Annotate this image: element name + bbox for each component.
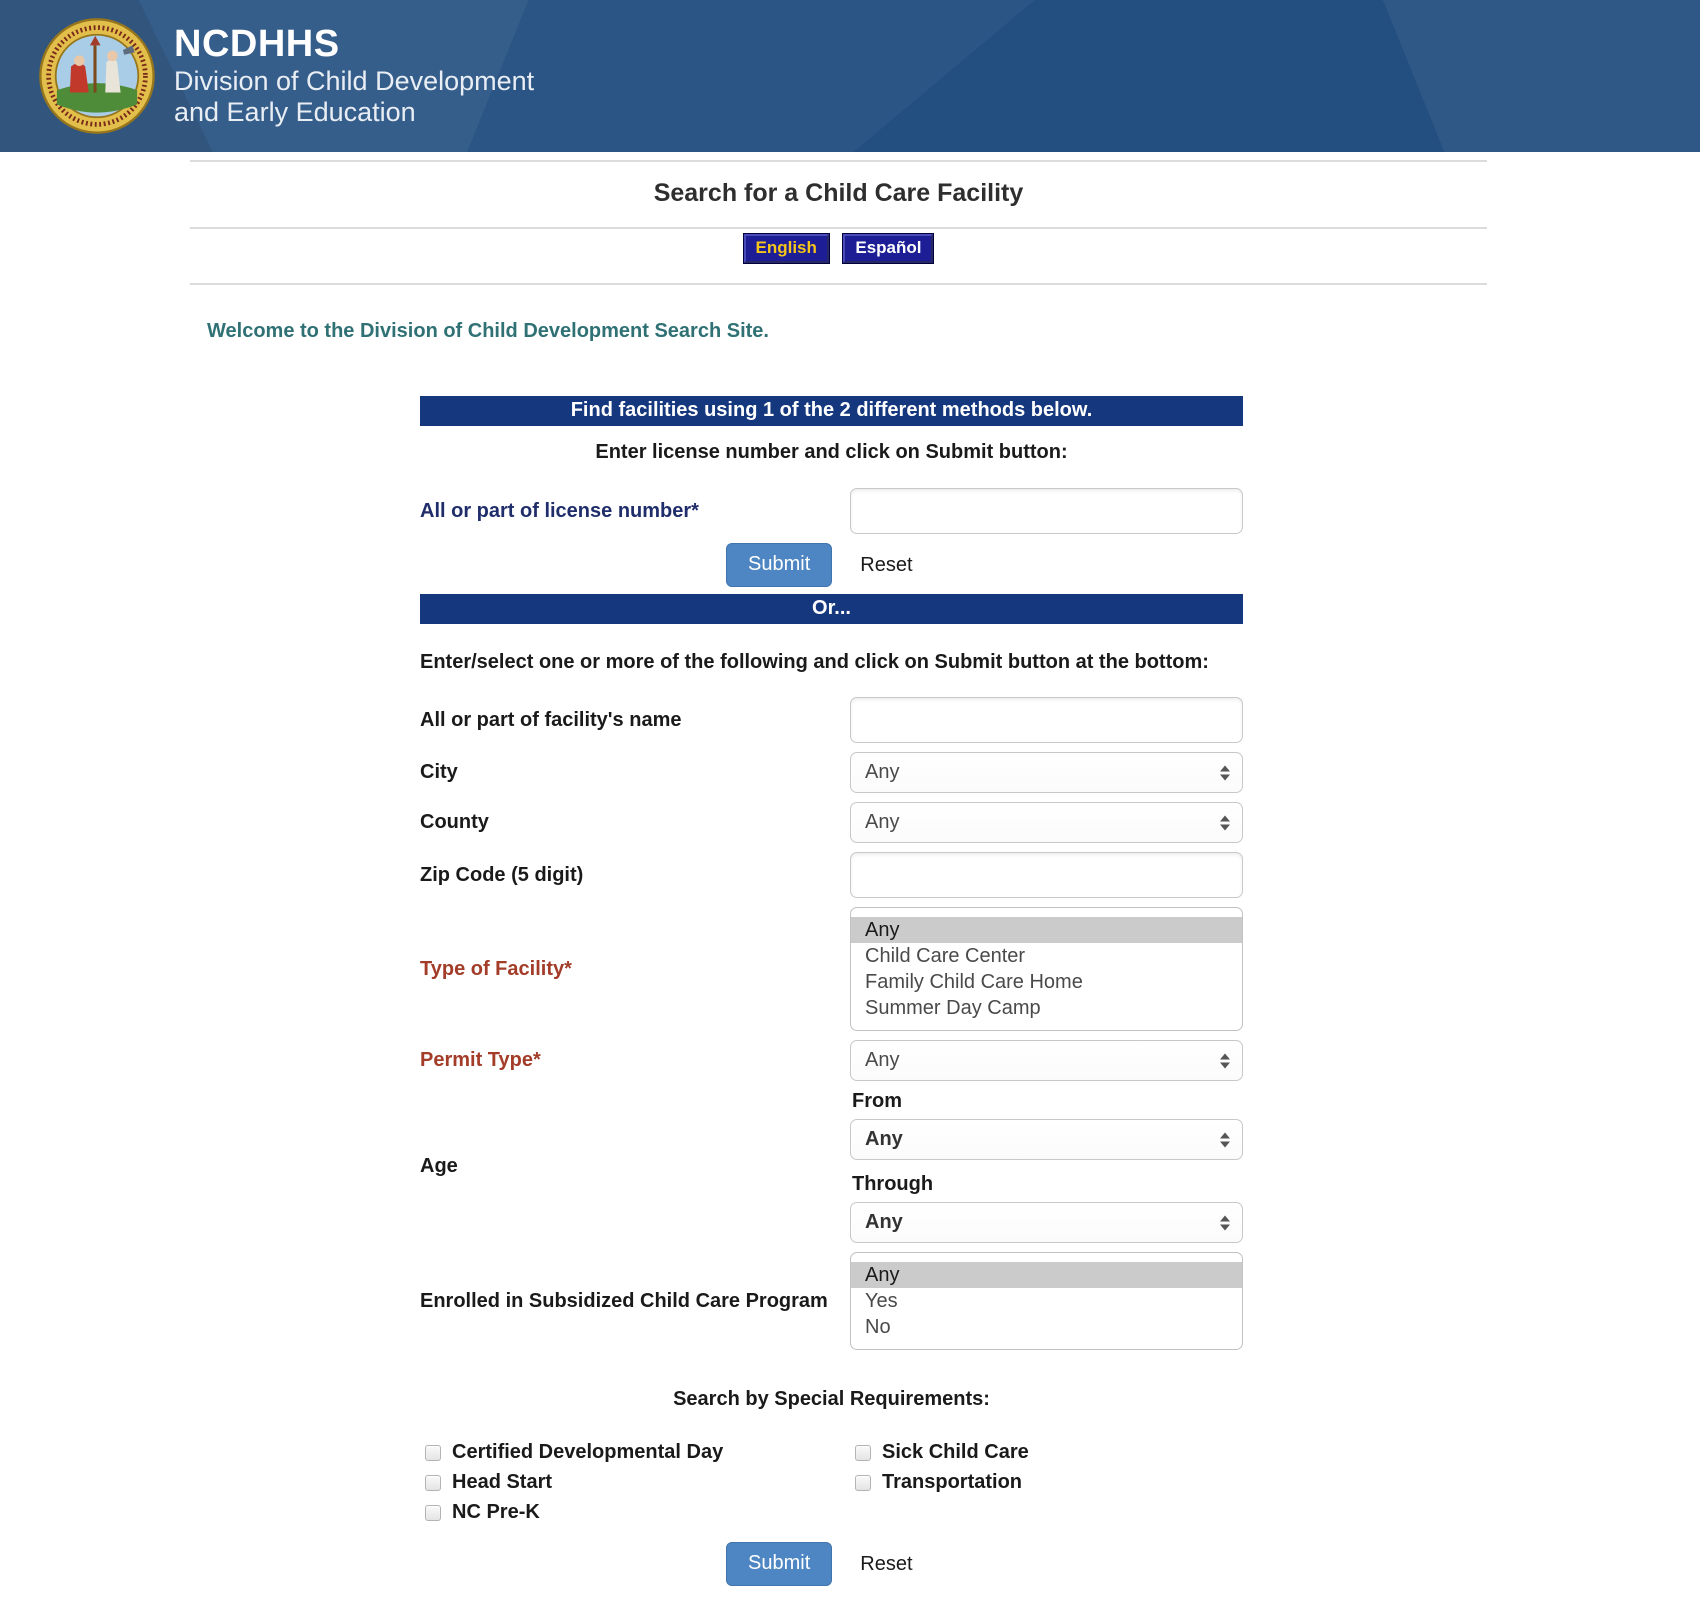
select-caret-icon	[1220, 1132, 1230, 1147]
division-line1: Division of Child Development	[174, 65, 535, 96]
county-select[interactable]	[850, 802, 1243, 843]
subsidized-option-no[interactable]: No	[865, 1316, 891, 1338]
county-label: County	[420, 811, 489, 833]
age-through-label: Through	[852, 1173, 934, 1195]
nc-state-seal-icon	[38, 17, 156, 135]
subsidized-row	[420, 1252, 1243, 1350]
license-actions	[726, 543, 1243, 587]
subsidized-option-yes[interactable]: Yes	[865, 1290, 898, 1312]
checkbox-sick-child-care[interactable]	[855, 1441, 1243, 1464]
espanol-button[interactable]: Español	[843, 234, 933, 263]
facility-type-label: Type of Facility*	[420, 957, 572, 980]
page-title: Search for a Child Care Facility	[653, 179, 1024, 207]
license-number-label: All or part of license number*	[420, 499, 699, 522]
checkbox-icon[interactable]	[425, 1505, 441, 1521]
facility-type-option-camp[interactable]: Summer Day Camp	[865, 997, 1041, 1019]
age-label: Age	[420, 1155, 458, 1177]
permit-type-row	[420, 1040, 1243, 1081]
license-row	[420, 488, 1243, 534]
facility-type-option-any[interactable]: Any	[851, 917, 1242, 943]
checkbox-label: Head Start	[452, 1471, 553, 1493]
find-methods-banner: Find facilities using 1 of the 2 different methods below.	[420, 396, 1243, 426]
facility-name-label: All or part of facility's name	[420, 708, 682, 731]
bottom-actions	[726, 1542, 1243, 1586]
age-through-select-value: Any	[865, 1211, 903, 1233]
or-banner: Or...	[420, 594, 1243, 624]
license-number-input[interactable]	[850, 488, 1243, 534]
page-content	[190, 160, 1487, 1586]
subsidized-label: Enrolled in Subsidized Child Care Program	[420, 1289, 828, 1312]
special-requirements-heading: Search by Special Requirements:	[673, 1388, 990, 1410]
criteria-reset-button[interactable]: Reset	[860, 1552, 913, 1575]
select-caret-icon	[1220, 815, 1230, 830]
checkbox-icon[interactable]	[425, 1445, 441, 1461]
age-row	[420, 1090, 1243, 1243]
city-row	[420, 752, 1243, 793]
english-button[interactable]: English	[744, 234, 829, 263]
criteria-instruction: Enter/select one or more of the following and click on Submit button at the bottom:	[420, 651, 1209, 673]
age-from-select[interactable]	[850, 1119, 1243, 1160]
checkbox-label: Certified Developmental Day	[452, 1441, 724, 1463]
checkbox-icon[interactable]	[855, 1445, 871, 1461]
facility-name-input[interactable]	[850, 697, 1243, 743]
license-submit-button[interactable]: Submit	[726, 543, 832, 587]
select-caret-icon	[1220, 1053, 1230, 1068]
criteria-submit-button[interactable]: Submit	[726, 1542, 832, 1586]
checkbox-nc-pre-k[interactable]	[425, 1501, 850, 1524]
permit-type-label: Permit Type*	[420, 1049, 541, 1071]
subsidized-option-any[interactable]: Any	[851, 1262, 1242, 1288]
facility-name-row	[420, 697, 1243, 743]
county-select-value: Any	[865, 811, 900, 833]
zip-row	[420, 852, 1243, 898]
permit-type-select[interactable]	[850, 1040, 1243, 1081]
select-caret-icon	[1220, 765, 1230, 780]
checkbox-certified-developmental-day[interactable]	[425, 1441, 850, 1464]
checkbox-icon[interactable]	[855, 1475, 871, 1491]
permit-type-select-value: Any	[865, 1049, 900, 1071]
language-switcher	[190, 229, 1487, 285]
zip-code-label: Zip Code (5 digit)	[420, 863, 584, 886]
brand-name: NCDHHS	[174, 23, 340, 66]
facility-type-option-center[interactable]: Child Care Center	[865, 945, 1026, 967]
subsidized-listbox[interactable]	[850, 1252, 1243, 1350]
checkbox-label: Transportation	[882, 1471, 1023, 1493]
city-label: City	[420, 761, 458, 783]
checkbox-head-start[interactable]	[425, 1471, 850, 1494]
age-through-select[interactable]	[850, 1202, 1243, 1243]
checkbox-icon[interactable]	[425, 1475, 441, 1491]
county-row	[420, 802, 1243, 843]
checkbox-label: NC Pre-K	[452, 1501, 540, 1523]
facility-type-row	[420, 907, 1243, 1031]
header-banner	[0, 0, 1700, 152]
search-form	[420, 396, 1243, 1586]
facility-type-listbox[interactable]	[850, 907, 1243, 1031]
welcome-text: Welcome to the Division of Child Development Search Site.	[207, 320, 769, 342]
license-reset-button[interactable]: Reset	[860, 553, 913, 576]
city-select[interactable]	[850, 752, 1243, 793]
age-from-label: From	[852, 1090, 902, 1112]
license-instruction: Enter license number and click on Submit button:	[595, 441, 1068, 463]
checkbox-label: Sick Child Care	[882, 1441, 1029, 1463]
checkbox-transportation[interactable]	[855, 1471, 1243, 1494]
select-caret-icon	[1220, 1215, 1230, 1230]
division-line2: and Early Education	[174, 96, 416, 127]
title-block	[190, 160, 1487, 229]
facility-type-option-home[interactable]: Family Child Care Home	[865, 971, 1083, 993]
city-select-value: Any	[865, 761, 900, 783]
zip-code-input[interactable]	[850, 852, 1243, 898]
special-requirements-checkboxes	[420, 1441, 1243, 1531]
age-from-select-value: Any	[865, 1128, 903, 1150]
